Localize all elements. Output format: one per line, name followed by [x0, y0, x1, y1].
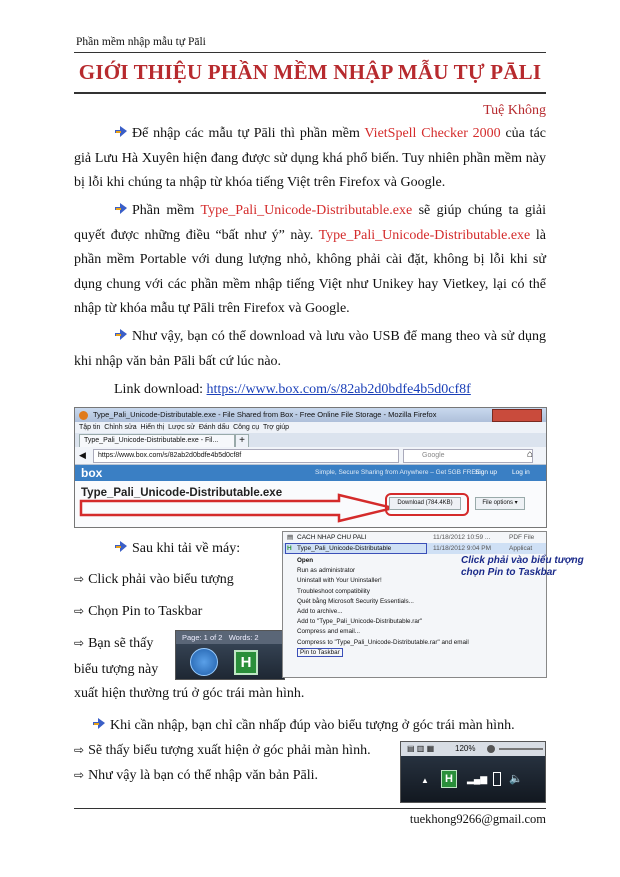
context-menu-screenshot: [282, 531, 584, 678]
author: Tuệ Không: [483, 103, 546, 118]
menu-item[interactable]: Công cụ: [233, 424, 260, 431]
pdf-file-icon: ▤: [287, 534, 294, 541]
url-field[interactable]: https://www.box.com/s/82ab2d0bdfe4b5d0cf8f: [93, 449, 399, 463]
running-header: Phần mềm nhập mẫu tự Pāli: [76, 36, 206, 48]
zoom-slider[interactable]: [499, 748, 543, 750]
windows-start-icon[interactable]: [190, 648, 218, 676]
battery-icon[interactable]: [493, 772, 501, 786]
menu-bar: [75, 422, 546, 433]
menu-item[interactable]: Lược sử: [168, 424, 195, 431]
login-link[interactable]: Log in: [512, 469, 530, 476]
box-logo: box: [81, 466, 103, 480]
browser-titlebar: Type_Pali_Unicode-Distributable.exe - File Shared from Box - Free Online File Storage - Mozilla Firefox: [75, 408, 546, 422]
bullet-icon: [114, 541, 128, 553]
firefox-icon: [79, 411, 88, 420]
bullet-icon: [114, 126, 128, 138]
bullet-icon: [114, 203, 128, 215]
file-options-button[interactable]: File options ▾: [475, 497, 525, 510]
step-1: ⇨ Click phải vào biểu tượng: [74, 572, 234, 587]
paragraph-2: Phần mềm Type_Pali_Unicode-Distributable.exe sẽ giúp chúng ta giải quyết được những điều “bất như ý” này. Type_Pali_Unicode-Distributable.exe là phần mềm Portable với dung lượng nhỏ, không phải cài đặt, không bị lỗi khi sử dụng chung với các phần mềm nhập tiếng Việt như Unikey hay Vietkey, lại có thể nhập từ khóa mẫu tự Pāli trên Firefox và Google.: [74, 203, 546, 317]
paragraph-1: Để nhập các mẫu tự Pāli thì phần mềm VietSpell Checker 2000 của tác giả Lưu Hà Xuyên hiện đang được sử dụng khá phổ biến. Tuy nhiên phần mềm này bị lỗi khi chúng ta nhập từ khóa tiếng Việt trên Firefox và Google.: [74, 126, 546, 191]
taskbar-screenshot: [175, 630, 285, 680]
callout-text: Click phải vào biểu tượng chọn Pin to Taskbar: [461, 555, 584, 578]
page-title: GIỚI THIỆU PHẦN MỀM NHẬP MẪU TỰ PĀLI: [78, 60, 542, 84]
network-icon[interactable]: ▂▄▆: [467, 774, 488, 784]
paragraph-3: Như vậy, bạn có thể download và lưu vào USB để mang theo và sử dụng khi nhập văn bản Pāli bất cứ lúc nào.: [74, 329, 546, 369]
back-icon[interactable]: ◀: [79, 450, 86, 460]
menu-item-run-admin[interactable]: Run as administrator: [297, 567, 356, 575]
file-panel: [75, 481, 546, 527]
menu-item-compress-rar-email[interactable]: Compress to "Type_Pali_Unicode-Distributable.rar" and email: [297, 638, 469, 646]
tab-strip: [75, 433, 546, 447]
box-banner: Simple, Secure Sharing from Anywhere – Get 5GB FREE: [315, 469, 481, 476]
home-icon[interactable]: ⌂: [527, 449, 534, 460]
signup-link[interactable]: Sign up: [475, 469, 498, 476]
after-download-intro: Sau khi tải về máy:: [114, 541, 240, 557]
search-field[interactable]: Google: [403, 449, 533, 463]
zoom-bar: [401, 742, 545, 756]
context-menu: [285, 556, 469, 658]
download-highlight: [385, 493, 469, 516]
show-hidden-icon[interactable]: ▲: [421, 776, 429, 785]
menu-item-pin-taskbar[interactable]: Pin to Taskbar: [285, 648, 457, 658]
menu-item[interactable]: Trợ giúp: [262, 424, 290, 431]
pali-tray-icon[interactable]: H: [441, 770, 457, 788]
menu-item-add-archive[interactable]: Add to archive...: [297, 608, 343, 616]
tray-screenshot: [400, 741, 546, 803]
window-controls[interactable]: [492, 409, 542, 422]
step-2: ⇨ Chọn Pin to Taskbar: [74, 604, 203, 619]
arrow-icon: ⇨: [74, 572, 85, 586]
menu-item[interactable]: Đánh dấu: [198, 424, 230, 431]
browser-screenshot: [74, 407, 547, 528]
download-link[interactable]: https://www.box.com/s/82ab2d0bdfe4b5d0cf8f: [206, 382, 471, 397]
word-count: Words: 2: [228, 633, 259, 642]
page-count: Page: 1 of 2: [182, 633, 223, 642]
download-line: Link download: https://www.box.com/s/82ab2d0bdfe4b5d0cf8f: [114, 382, 471, 397]
menu-item-uninstall[interactable]: Uninstall with Your Uninstaller!: [297, 577, 382, 585]
step-3b: biểu tượng này: [74, 662, 159, 677]
pali-app-icon[interactable]: H: [234, 650, 258, 675]
step-3c: xuất hiện thường trú ở góc trái màn hình.: [74, 686, 305, 701]
menu-item[interactable]: Chỉnh sửa: [104, 424, 137, 431]
final-paragraph: Khi cần nhập, bạn chỉ cần nhấp đúp vào biểu tượng ở góc trái màn hình.: [92, 718, 515, 734]
step-3a: ⇨ Bạn sẽ thấy: [74, 636, 154, 651]
arrow-icon: ⇨: [74, 768, 85, 782]
zoom-level: 120%: [455, 744, 476, 753]
menu-item-compress-email[interactable]: Compress and email...: [297, 628, 360, 636]
zoom-out-icon[interactable]: [487, 745, 495, 753]
bullet-icon: [92, 718, 106, 730]
footer-email: tuekhong9266@gmail.com: [409, 812, 546, 826]
new-tab-button[interactable]: +: [235, 434, 249, 448]
explorer-row-selected[interactable]: H Type_Pali_Unicode-Distributable 11/18/2012 9:04 PM Applicat: [283, 543, 546, 554]
explorer-row: ▤ CACH NHAP CHU PALI 11/18/2012 10:59 ... PDF File: [287, 534, 535, 541]
title-rule: [74, 92, 546, 94]
menu-item[interactable]: Hiển thị: [140, 424, 165, 431]
final-step-1: ⇨ Sẽ thấy biểu tượng xuất hiện ở góc phải màn hình.: [74, 743, 371, 758]
menu-item-scan[interactable]: Quét bằng Microsoft Security Essentials...: [297, 597, 414, 605]
bullet-icon: [114, 329, 128, 341]
menu-item-add-rar[interactable]: Add to "Type_Pali_Unicode-Distributable.rar": [297, 618, 423, 626]
view-icon: ▤ ▥ ▦: [407, 744, 435, 753]
arrow-icon: ⇨: [74, 636, 85, 650]
menu-item-open[interactable]: Open: [297, 557, 314, 564]
arrow-icon: ⇨: [74, 743, 85, 757]
volume-icon[interactable]: 🔈: [509, 773, 523, 785]
browser-tab[interactable]: Type_Pali_Unicode-Distributable.exe - Fil...: [79, 434, 235, 447]
header-rule: [74, 52, 546, 53]
download-button[interactable]: Download (784.4KB): [389, 497, 461, 510]
final-step-2: ⇨ Như vậy là bạn có thể nhập văn bản Pāli.: [74, 768, 319, 783]
box-header: [75, 465, 546, 481]
menu-item[interactable]: Tập tin: [79, 424, 101, 431]
red-arrow-icon: [79, 493, 397, 523]
footer-rule: [74, 808, 546, 809]
status-bar: [176, 631, 284, 644]
pali-app-icon: H: [287, 545, 292, 552]
nav-bar: [75, 447, 546, 465]
menu-item-troubleshoot[interactable]: Troubleshoot compatibility: [297, 587, 370, 595]
file-name: Type_Pali_Unicode-Distributable.exe: [81, 487, 283, 499]
arrow-icon: ⇨: [74, 604, 85, 618]
